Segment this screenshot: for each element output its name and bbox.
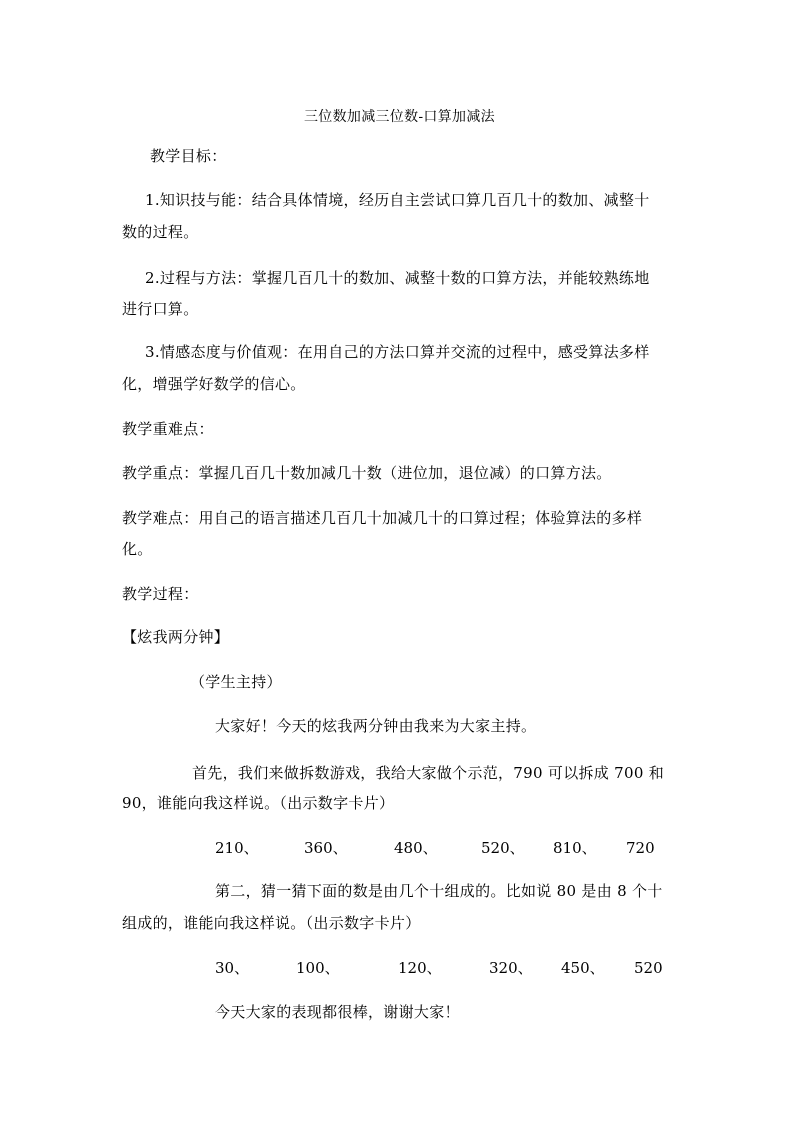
section-title: 【炫我两分钟】 bbox=[122, 628, 230, 646]
objective-1-line-2: 数的过程。 bbox=[122, 223, 199, 241]
number-card: 30、 bbox=[215, 959, 250, 977]
number-card: 360、 bbox=[304, 839, 348, 857]
number-card: 320、 bbox=[489, 959, 533, 977]
objective-1-line-1: 1.知识技与能：结合具体情境，经历自主尝试口算几百几十的数加、减整十 bbox=[145, 191, 650, 209]
key-difficult-heading: 教学重难点： bbox=[122, 420, 214, 438]
host-note: （学生主持） bbox=[190, 673, 282, 691]
first-game-line-1: 首先，我们来做拆数游戏，我给大家做个示范，790 可以拆成 700 和 bbox=[192, 764, 665, 782]
number-card: 720 bbox=[626, 839, 655, 857]
objective-3-line-1: 3.情感态度与价值观：在用自己的方法口算并交流的过程中，感受算法多样 bbox=[145, 343, 650, 361]
number-cards-1 bbox=[215, 838, 685, 858]
number-card: 450、 bbox=[561, 959, 605, 977]
difficult-point-line-2: 化。 bbox=[122, 540, 153, 558]
greeting: 大家好！今天的炫我两分钟由我来为大家主持。 bbox=[215, 717, 537, 735]
document-title: 三位数加减三位数-口算加减法 bbox=[304, 109, 495, 125]
number-card: 520、 bbox=[481, 839, 525, 857]
number-card: 100、 bbox=[296, 959, 340, 977]
number-card: 120、 bbox=[398, 959, 442, 977]
key-point: 教学重点：掌握几百几十数加减几十数（进位加，退位减）的口算方法。 bbox=[122, 464, 612, 482]
difficult-point-line-1: 教学难点：用自己的语言描述几百几十加减几十的口算过程；体验算法的多样 bbox=[122, 509, 643, 527]
number-card: 210、 bbox=[215, 839, 259, 857]
number-card: 520 bbox=[634, 959, 663, 977]
first-game-line-2: 90，谁能向我这样说。（出示数字卡片） bbox=[122, 794, 395, 812]
closing-remark: 今天大家的表现都很棒，谢谢大家！ bbox=[215, 1003, 460, 1021]
process-heading: 教学过程： bbox=[122, 585, 199, 603]
objective-2-line-2: 进行口算。 bbox=[122, 300, 199, 318]
second-game-line-1: 第二，猜一猜下面的数是由几个十组成的。比如说 80 是由 8 个十 bbox=[215, 882, 663, 900]
number-card: 810、 bbox=[553, 839, 597, 857]
second-game-line-2: 组成的，谁能向我这样说。（出示数字卡片） bbox=[122, 914, 421, 932]
number-card: 480、 bbox=[394, 839, 438, 857]
objective-2-line-1: 2.过程与方法：掌握几百几十的数加、减整十数的口算方法，并能较熟练地 bbox=[145, 269, 650, 287]
objectives-heading: 教学目标： bbox=[150, 147, 227, 165]
number-cards-2 bbox=[215, 958, 685, 978]
objective-3-line-2: 化，增强学好数学的信心。 bbox=[122, 375, 306, 393]
